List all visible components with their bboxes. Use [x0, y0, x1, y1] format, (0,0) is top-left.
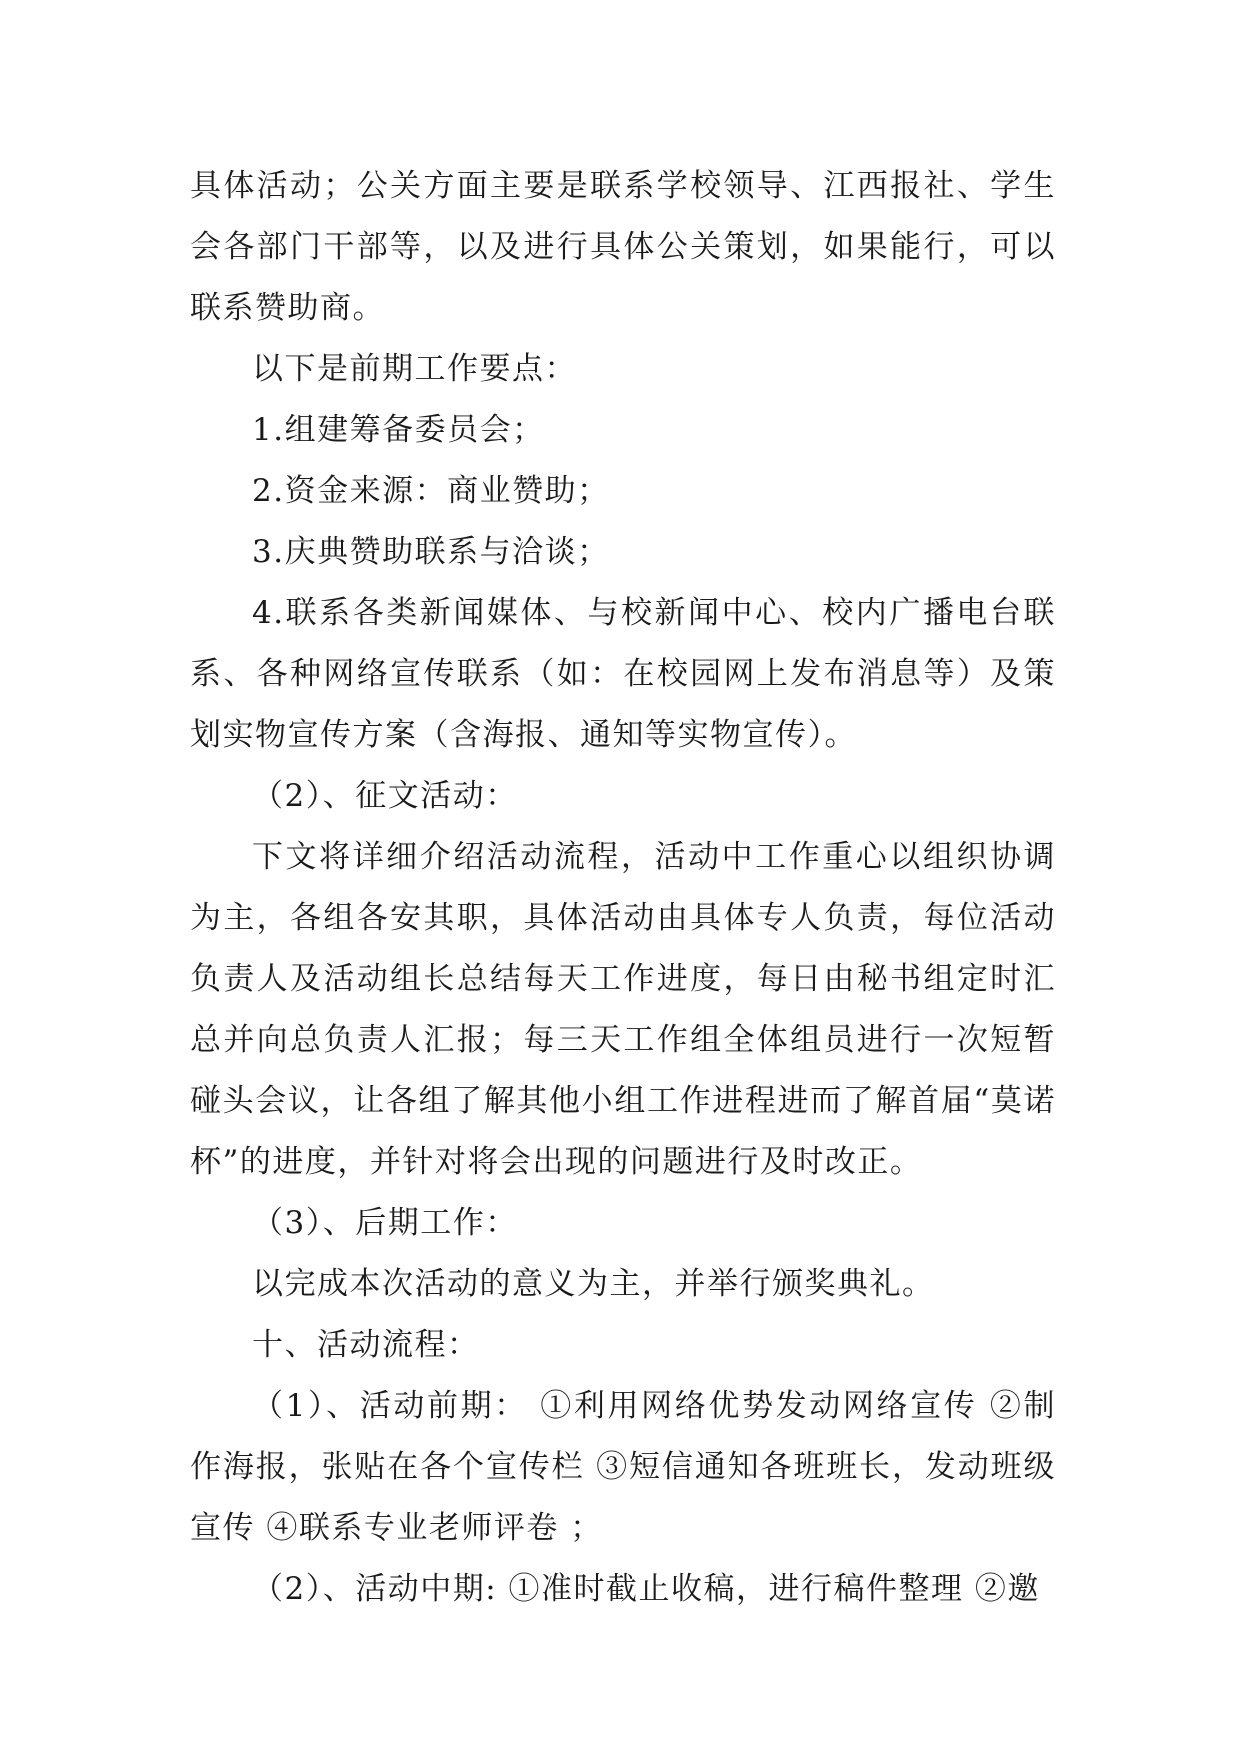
- paragraph-prep-points-heading: 以下是前期工作要点：: [252, 351, 577, 387]
- paragraph-early-stage: （1）、活动前期： ①利用网络优势发动网络宣传 ②制作海报，张贴在各个宣传栏 ③短信通知各班班长，发动班级宣传 ④联系专业老师评卷 ；: [190, 1388, 1056, 1546]
- list-item-3: 3.庆典赞助联系与洽谈；: [252, 534, 610, 570]
- section-heading-later-work: （3）、后期工作：: [252, 1205, 518, 1241]
- paragraph-later-work: 以完成本次活动的意义为主，并举行颁奖典礼。: [252, 1266, 935, 1302]
- paragraph-mid-stage: （2）、活动中期: ①准时截止收稿，进行稿件整理 ②邀: [252, 1571, 1040, 1607]
- list-item-1: 1.组建筹备委员会；: [252, 412, 545, 448]
- paragraph-essay-process: 下文将详细介绍活动流程，活动中工作重心以组织协调为主，各组各安其职，具体活动由具体专人负责，每位活动负责人及活动组长总结每天工作进度，每日由秘书组定时汇总并向总负责人汇报；每三天工作组全体组员进行一次短暂碰头会议，让各组了解其他小组工作进程进而了解首届“莫诺杯”的进度，并针对将会出现的问题进行及时改正。: [190, 839, 1056, 1180]
- list-item-2: 2.资金来源：商业赞助；: [252, 473, 610, 509]
- paragraph-pr-intro: 具体活动；公关方面主要是联系学校领导、江西报社、学生会各部门干部等，以及进行具体公关策划，如果能行，可以联系赞助商。: [190, 168, 1056, 326]
- document-body: [190, 156, 1056, 1620]
- section-heading-essay: （2）、征文活动：: [252, 778, 518, 814]
- section-heading-activity-flow: 十、活动流程：: [252, 1327, 480, 1363]
- list-item-4: 4.联系各类新闻媒体、与校新闻中心、校内广播电台联系、各种网络宣传联系（如：在校园网上发布消息等）及策划实物宣传方案（含海报、通知等实物宣传）。: [190, 595, 1056, 753]
